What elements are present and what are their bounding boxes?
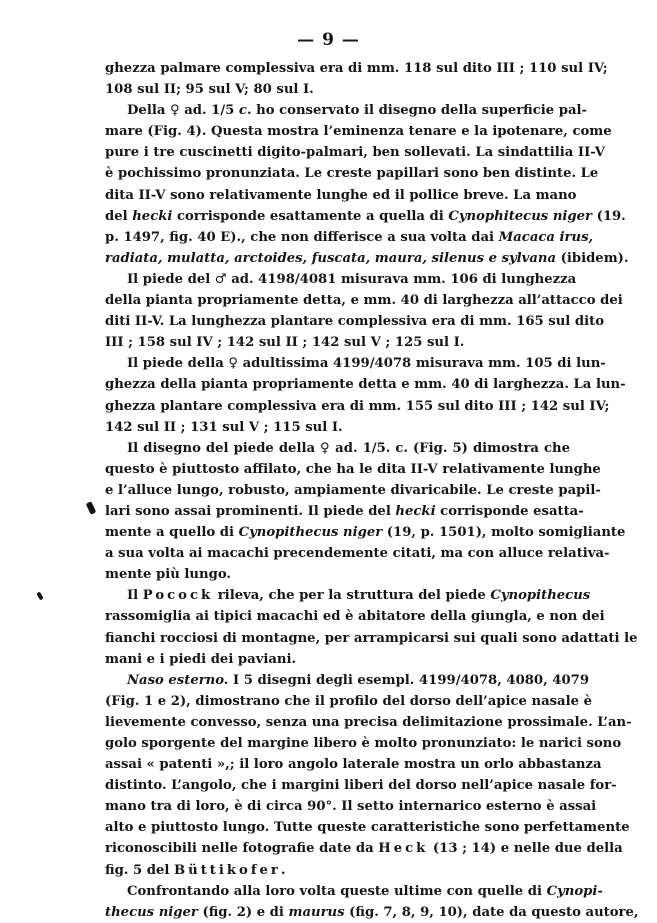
text-line: questo è piuttosto affilato, che ha le dita II-V relativamente lunghe [105, 461, 601, 477]
text-line: Il Pocock rileva, che per la struttura del piede Cynopithecus [127, 588, 591, 604]
text-line: ghezza della pianta propriamente detta e mm. 40 di larghezza. La lun- [105, 377, 626, 393]
text-line: 142 sul II ; 131 sul V ; 115 sul I. [105, 419, 343, 435]
text-line: dita II-V sono relativamente lunghe ed il pollice breve. La mano [105, 187, 577, 203]
text-line: lari sono assai prominenti. Il piede del hecki corrisponde esatta- [105, 503, 584, 519]
text-line: alto e piuttosto lungo. Tutte queste caratteristiche sono perfettamente [105, 820, 630, 836]
text-line: diti II-V. La lunghezza plantare complessiva era di mm. 165 sul dito [105, 314, 605, 330]
text-line: mente più lungo. [105, 567, 231, 583]
text-line: thecus niger (fig. 2) e di maurus (fig. 7, 8, 9, 10), date da questo autore, [105, 904, 639, 920]
body-text [105, 58, 639, 923]
text-line: rassomiglia ai tipici macachi ed è abitatore della giungla, e non dei [105, 609, 605, 625]
text-line: Il disegno del piede della ♀ ad. 1/5. c. (Fig. 5) dimostra che [127, 440, 570, 456]
text-line: radiata, mulatta, arctoides, fuscata, maura, silenus e sylvana (ibidem). [105, 250, 629, 266]
text-line: a sua volta ai macachi precendemente citati, ma con alluce relativa- [105, 546, 610, 562]
text-line: Confrontando alla loro volta queste ultime con quelle di Cynopi- [127, 883, 603, 899]
text-line: riconoscibili nelle fotografie date da Heck (13 ; 14) e nelle due della [105, 841, 623, 857]
text-line: fianchi rocciosi di montagne, per arrampicarsi sui quali sono adattati le [105, 630, 638, 646]
text-line: ghezza palmare complessiva era di mm. 118 sul dito III ; 110 sul IV; [105, 61, 608, 76]
text-line: assai « patenti »,; il loro angolo laterale mostra un orlo abbastanza [105, 757, 602, 773]
text-line: 108 sul II; 95 sul V; 80 sul I. [105, 82, 314, 98]
text-line: Della ♀ ad. 1/5 c. ho conservato il disegno della superficie pal- [127, 103, 588, 119]
text-line: III ; 158 sul IV ; 142 sul II ; 142 sul V ; 125 sul I. [105, 335, 465, 351]
text-line: mani e i piedi dei paviani. [105, 651, 297, 667]
text-line: della pianta propriamente detta, e mm. 40 di larghezza all’attacco dei [105, 293, 623, 309]
text-line: Naso esterno. I 5 disegni degli esempl. 4199/4078, 4080, 4079 [127, 672, 589, 688]
text-line: mare (Fig. 4). Questa mostra l’eminenza tenare e la ipotenare, come [105, 124, 612, 140]
text-line: lievemente convesso, senza una precisa delimitazione prossimale. L’an- [105, 714, 632, 730]
text-line: fig. 5 del Büttikofer. [105, 862, 286, 878]
text-line: pure i tre cuscinetti digito-palmari, ben sollevati. La sindattilia II-V [105, 145, 605, 161]
text-line: mano tra di loro, è di circa 90°. Il setto internarico esterno è assai [105, 799, 597, 815]
text-line: (Fig. 1 e 2), dimostrano che il profilo del dorso dell’apice nasale è [105, 693, 592, 709]
text-line: e l’alluce lungo, robusto, ampiamente divaricabile. Le creste papil- [105, 482, 601, 498]
text-line: mente a quello di Cynopithecus niger (19, p. 1501), molto somigliante [105, 525, 626, 541]
page-number: — 9 — [297, 30, 360, 50]
text-line: golo sporgente del margine libero è molto pronunziato: le narici sono [105, 736, 622, 751]
text-line: ghezza plantare complessiva era di mm. 155 sul dito III ; 142 sul IV; [105, 398, 610, 414]
text-line: del hecki corrisponde esattamente a quella di Cynophitecus niger (19. [105, 208, 626, 224]
text-line: distinto. L’angolo, che i margini liberi del dorso nell’apice nasale for- [105, 778, 617, 794]
text-line: Il piede della ♀ adultissima 4199/4078 misurava mm. 105 di lun- [127, 356, 606, 372]
text-line: p. 1497, fig. 40 E)., che non differisce a sua volta dai Macaca irus, [105, 229, 594, 245]
ink-mark [36, 592, 43, 601]
text-line: è pochissimo pronunziata. Le creste papillari sono ben distinte. Le [105, 166, 599, 182]
text-line: Il piede del ♂ ad. 4198/4081 misurava mm. 106 di lunghezza [127, 271, 577, 287]
ink-mark [86, 501, 97, 514]
